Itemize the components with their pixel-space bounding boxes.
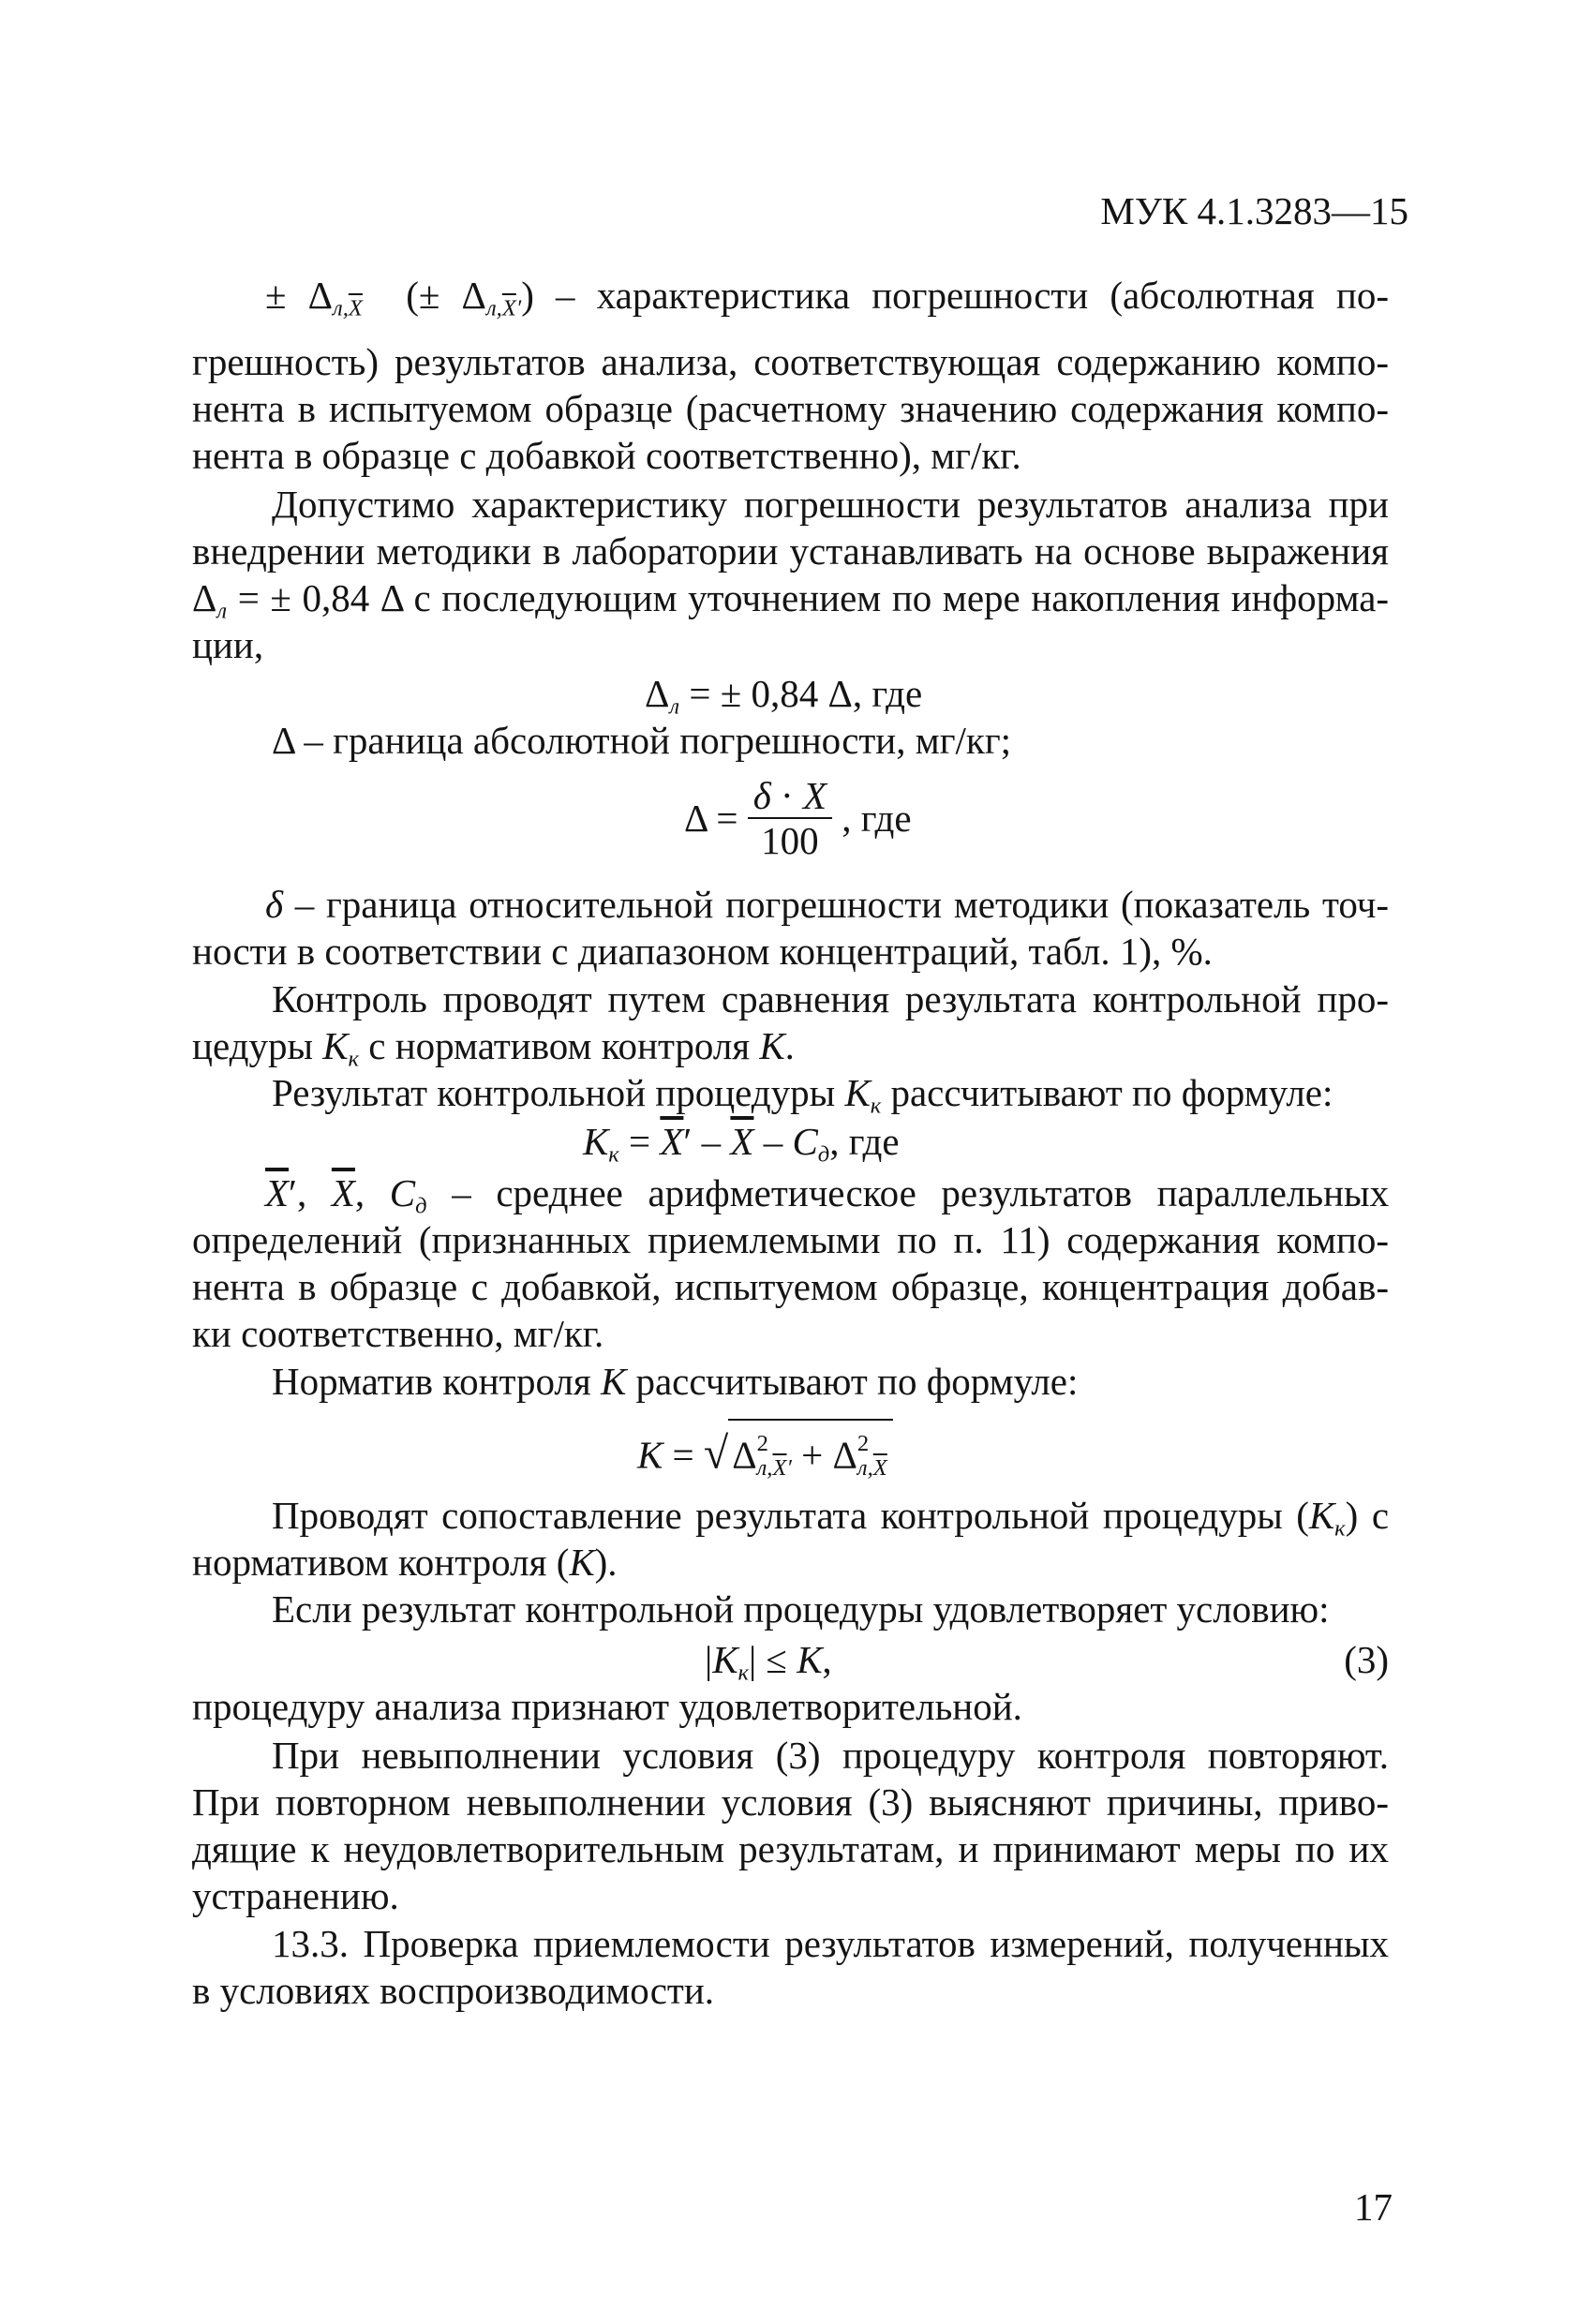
document-code: МУК 4.1.3283—15 xyxy=(1100,189,1408,232)
paragraph-8-line-1: Проводят сопоставление результата контрольной процедуры $(К_к)$ с xyxy=(272,1494,1390,1542)
equation-delta-l: $\Delta_л$ = ± 0,84 Δ, где xyxy=(645,672,923,720)
fraction: $\frac{\delta \cdot X}{100}$ xyxy=(748,774,832,862)
paragraph-3-line-1: δ – граница относительной погрешности методики (показатель точ- xyxy=(265,883,1390,926)
paragraph-11-line-3: дящие к неудовлетворительным результатам, и принимают меры по их xyxy=(192,1827,1389,1870)
paragraph-6-line-1: $\overline{X}'$, $\overline{X}$, $C_д$ – среднее арифметическое результатов параллельных xyxy=(265,1171,1390,1219)
paragraph-12-line-2: в условиях воспроизводимости. xyxy=(192,1969,715,2012)
page-number: 17 xyxy=(1354,2185,1393,2228)
paragraph-2-line-1: Допустимо характеристику погрешности результатов анализа при xyxy=(272,483,1389,526)
delta-definition: Δ – граница абсолютной погрешности, мг/кг; xyxy=(272,719,1012,762)
equation-k-norm: $К = √\Delta^2_{л,\overline{X}'} + \Delta^2_{л,\overline{X}}$ xyxy=(637,1419,893,1492)
paragraph-5: Результат контрольной процедуры $К_к$ рассчитывают по формуле: xyxy=(272,1071,1333,1119)
paragraph-1-line-1: ± $\Delta_{л,\overline{X}}$ (± $\Delta_{л,\overline{X}'}$) – характеристика погрешности (абсолютная по- xyxy=(265,274,1389,321)
paragraph-3-line-2: ности в соответствии с диапазоном концентраций, табл. 1), %. xyxy=(192,930,1213,973)
paragraph-1-line-3: нента в испытуемом образце (расчетному значению содержания компо- xyxy=(192,387,1389,430)
paragraph-4-line-1: Контроль проводят путем сравнения результата контрольной про- xyxy=(272,977,1389,1020)
paragraph-2-line-2: внедрении методики в лаборатории устанавливать на основе выражения xyxy=(192,529,1389,573)
paragraph-6-line-3: нента в образце с добавкой, испытуемом образце, концентрация добав- xyxy=(192,1265,1389,1308)
paragraph-8-line-2: нормативом контроля (К). xyxy=(192,1541,618,1584)
paragraph-9: Если результат контрольной процедуры удовлетворяет условию: xyxy=(272,1587,1330,1631)
paragraph-12-line-1: 13.3. Проверка приемлемости результатов измерений, полученных xyxy=(272,1922,1389,1965)
paragraph-4-line-2: цедуры $К_к$ с нормативом контроля К. xyxy=(192,1024,795,1072)
paragraph-7: Норматив контроля К рассчитывают по формуле: xyxy=(272,1360,1079,1403)
paragraph-2-line-3: $\Delta_л$ = ± 0,84 Δ с последующим уточнением по мере накопления информа- xyxy=(192,576,1390,624)
equation-tail: , где xyxy=(842,797,912,840)
equation-condition: $|К_к| \le К$, xyxy=(705,1638,832,1686)
fraction-denominator: 100 xyxy=(761,819,819,862)
paragraph-1-line-2: грешность) результатов анализа, соответствующая содержанию компо- xyxy=(192,340,1389,383)
paragraph-2-line-4: ции, xyxy=(192,623,264,666)
paragraph-6-line-2: определений (признанных приемлемыми по п. 11) содержания компо- xyxy=(192,1218,1389,1261)
equation-lhs: Δ = xyxy=(684,797,738,840)
equation-kk: $К_к = \overline{X}' - \overline{X} - C_д$, где xyxy=(583,1120,900,1168)
paragraph-11-line-4: устранению. xyxy=(192,1874,399,1917)
paragraph-6-line-4: ки соответственно, мг/кг. xyxy=(192,1312,604,1355)
paragraph-10: процедуру анализа признают удовлетворительной. xyxy=(192,1685,1022,1728)
equation-delta-fraction xyxy=(684,774,912,862)
equation-number: (3) xyxy=(1344,1638,1389,1681)
paragraph-11-line-2: При повторном невыполнении условия (3) выясняют причины, приво- xyxy=(192,1780,1389,1824)
paragraph-11-line-1: При невыполнении условия (3) процедуру контроля повторяют. xyxy=(272,1734,1389,1777)
paragraph-1-line-4: нента в образце с добавкой соответственно), мг/кг. xyxy=(192,434,1021,477)
